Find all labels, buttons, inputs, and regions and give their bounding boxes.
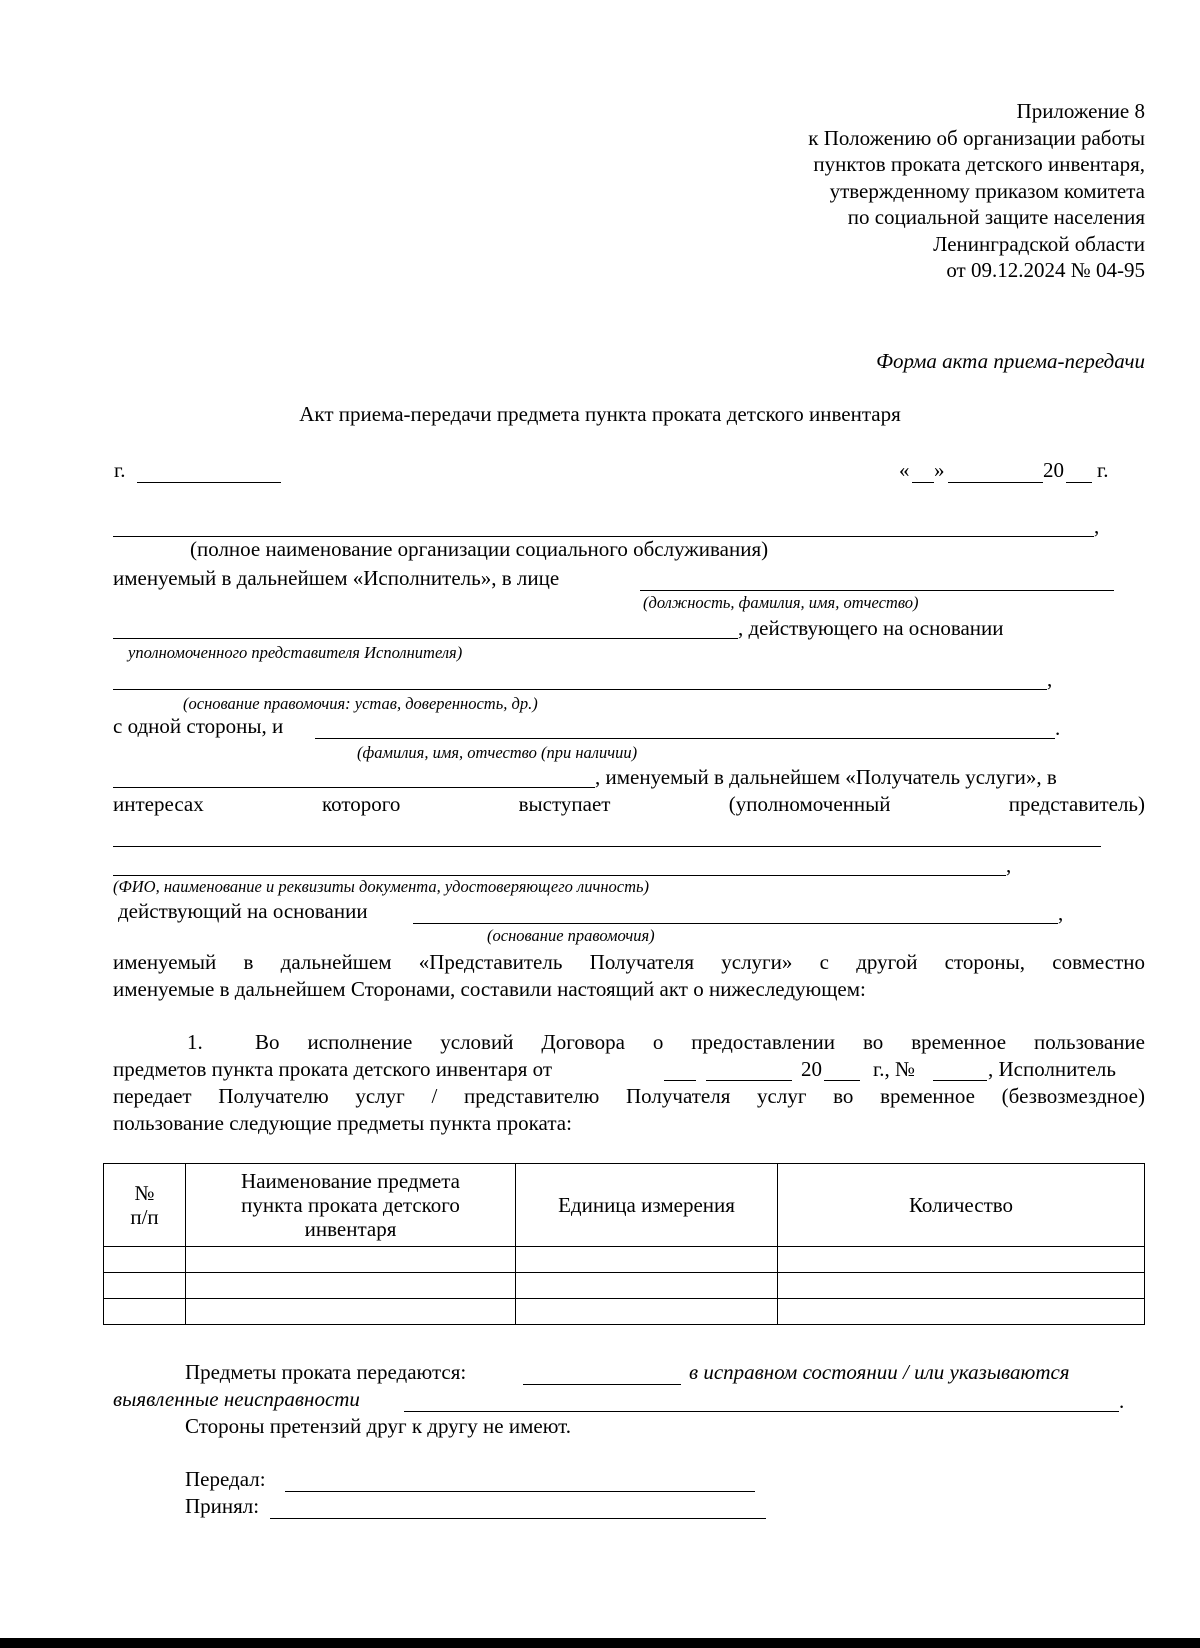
clause-line-4: пользование следующие предметы пункта проката: — [113, 1111, 572, 1135]
interests-line — [113, 792, 1145, 817]
contract-day-blank — [664, 1080, 696, 1081]
word: представитель) — [1008, 792, 1145, 816]
fio-hint: (фамилия, имя, отчество (при наличии) — [357, 743, 638, 762]
document-hint: (ФИО, наименование и реквизиты документа, удостоверяющего личность) — [113, 877, 650, 896]
table-cell[interactable] — [104, 1247, 186, 1273]
table-cell[interactable] — [778, 1273, 1145, 1299]
table-cell[interactable] — [778, 1247, 1145, 1273]
table-cell[interactable] — [186, 1273, 516, 1299]
city-prefix: г. — [114, 458, 126, 482]
received-signature-blank[interactable] — [270, 1518, 766, 1519]
handed-signature-blank[interactable] — [285, 1491, 755, 1492]
appendix-header — [808, 98, 1145, 284]
year-suffix: г. — [1097, 458, 1109, 482]
clause-number: 1. — [187, 1030, 203, 1054]
header-line: утвержденному приказом комитета — [829, 178, 1145, 203]
rep-recipient-line-1: именуемый в дальнейшем «Представитель Получателя услуги» с другой стороны, совместно — [113, 950, 1145, 974]
table-cell[interactable] — [516, 1299, 778, 1325]
representative-doc-blank-1 — [113, 846, 1101, 847]
col-header-unit: Единица измерения — [516, 1164, 778, 1247]
header-line: по социальной защите населения — [847, 205, 1145, 229]
header-line: Приложение 8 — [1016, 99, 1145, 123]
clause-line-3: передает Получателю услуг / представителю Получателя услуг во временное (безвозмездное) — [113, 1084, 1145, 1108]
date-quote-open: « — [899, 458, 910, 482]
representative-blank — [113, 638, 738, 639]
executor-position-blank — [640, 590, 1114, 591]
recipient-fio-blank — [315, 738, 1055, 739]
clause-line-1: Во исполнение условий Договора о предоставлении во временное пользование — [255, 1030, 1145, 1054]
table-cell[interactable] — [186, 1299, 516, 1325]
table-cell[interactable] — [516, 1273, 778, 1299]
period: . — [1055, 716, 1061, 740]
basis-hint: (основание правомочия: устав, доверенность, др.) — [183, 694, 538, 713]
one-side-text: с одной стороны, и — [113, 714, 284, 738]
month-blank — [948, 482, 1043, 483]
col-header-item-name: Наименование предмета пункта проката детского инвентаря — [186, 1164, 516, 1247]
comma: , — [1006, 853, 1012, 877]
table-row — [104, 1247, 1145, 1273]
table-cell[interactable] — [516, 1247, 778, 1273]
word: (уполномоченный — [728, 792, 891, 816]
executor-text: именуемый в дальнейшем «Исполнитель», в лице — [113, 566, 560, 590]
items-table — [103, 1163, 1145, 1325]
comma: , — [1094, 514, 1100, 538]
contract-year-prefix: 20 — [801, 1057, 822, 1081]
no-claims-text: Стороны претензий друг к другу не имеют. — [185, 1414, 571, 1438]
acting-text: , действующего на основании — [738, 616, 1004, 640]
position-hint: (должность, фамилия, имя, отчество) — [643, 593, 919, 612]
handed-label: Передал: — [185, 1467, 266, 1491]
period: . — [1119, 1389, 1125, 1413]
contract-year-blank — [824, 1080, 860, 1081]
header-line: пунктов проката детского инвентаря, — [813, 152, 1145, 176]
form-label: Форма акта приема-передачи — [876, 349, 1145, 373]
table-cell[interactable] — [778, 1299, 1145, 1325]
comma: , — [1058, 901, 1064, 925]
word: интересах — [113, 792, 204, 816]
representative-hint: уполномоченного представителя Исполнителя) — [128, 643, 463, 662]
transfer-italic: в исправном состоянии / или указываются — [689, 1360, 1070, 1384]
clause-line-2a: предметов пункта проката детского инвентаря от — [113, 1057, 553, 1081]
header-line: от 09.12.2024 № 04-95 — [946, 258, 1145, 282]
rep-recipient-line-2: именуемые в дальнейшем Сторонами, составили настоящий акт о нижеследующем: — [113, 977, 866, 1001]
contract-number-prefix: г., № — [873, 1057, 916, 1081]
word: выступает — [518, 792, 611, 816]
defects-blank — [404, 1411, 1119, 1412]
comma: , — [1047, 667, 1053, 691]
date-quote-close: » — [934, 458, 945, 482]
table-cell[interactable] — [104, 1273, 186, 1299]
col-header-number: № п/п — [104, 1164, 186, 1247]
recipient-line-blank — [113, 787, 595, 788]
table-row — [104, 1273, 1145, 1299]
table-cell[interactable] — [104, 1299, 186, 1325]
header-line: к Положению об организации работы — [808, 125, 1145, 150]
year-blank — [1066, 482, 1092, 483]
org-name-hint: (полное наименование организации социального обслуживания) — [190, 537, 769, 561]
basis2-hint: (основание правомочия) — [487, 926, 655, 945]
table-row — [104, 1299, 1145, 1325]
transfer-prefix: Предметы проката передаются: — [185, 1360, 467, 1384]
word: которого — [322, 792, 401, 816]
table-header-row — [104, 1164, 1145, 1247]
recipient-text: , именуемый в дальнейшем «Получатель услуги», в — [595, 765, 1057, 789]
col-header-quantity: Количество — [778, 1164, 1145, 1247]
year-prefix: 20 — [1043, 458, 1064, 482]
clause-line-2d: , Исполнитель — [988, 1057, 1116, 1081]
basis-blank — [113, 689, 1047, 690]
day-blank — [912, 482, 934, 483]
header-line: Ленинградской области — [933, 231, 1145, 256]
contract-number-blank — [933, 1080, 987, 1081]
basis2-blank — [413, 923, 1058, 924]
transfer-condition-blank — [523, 1384, 681, 1385]
scan-edge-bar — [0, 1638, 1200, 1648]
contract-month-blank — [706, 1080, 792, 1081]
received-label: Принял: — [185, 1494, 260, 1518]
acting-basis-text: действующий на основании — [118, 899, 368, 923]
city-blank — [137, 482, 281, 483]
representative-doc-blank-2 — [113, 875, 1006, 876]
table-cell[interactable] — [186, 1247, 516, 1273]
document-title: Акт приема-передачи предмета пункта проката детского инвентаря — [299, 402, 901, 426]
defects-label: выявленные неисправности — [113, 1387, 360, 1411]
